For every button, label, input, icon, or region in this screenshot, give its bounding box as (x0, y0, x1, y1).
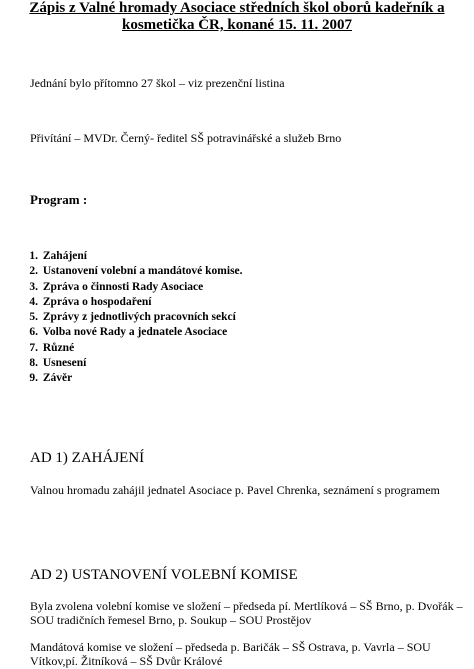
agenda-item-number: 1. (29, 250, 38, 262)
agenda-item (22, 371, 243, 386)
agenda-item (22, 295, 243, 310)
section-2-line-4: Vítkov,pí. Žitníková – SŠ Dvůr Králové (30, 654, 223, 668)
agenda-item-text: Zpráva o hospodaření (42, 295, 152, 308)
section-1-body: Valnou hromadu zahájil jednatel Asociace p. Pavel Chrenka, seznámení s programem (30, 483, 440, 497)
agenda-item-text: Zahájení (42, 250, 87, 262)
agenda-item-number: 2. (29, 265, 38, 278)
agenda-item-number: 7. (29, 341, 38, 354)
section-2-line-1: Byla zvolena volební komise ve složení – předseda pí. Mertlíková – SŠ Brno, p. Dvořák – (30, 599, 463, 613)
program-label: Program : (30, 192, 88, 207)
attendance-text: Jednání bylo přítomno 27 škol – viz prezenční listina (30, 76, 285, 90)
agenda-item (22, 249, 243, 264)
agenda-item-text: Usnesení (42, 357, 87, 370)
agenda-item-number: 6. (29, 326, 38, 339)
agenda-item-number: 9. (29, 372, 38, 385)
agenda-item-number: 8. (29, 357, 38, 370)
agenda-item-text: Různé (42, 341, 75, 354)
document-title-line-2: kosmetička ČR, konané 15. 11. 2007 (121, 17, 353, 33)
section-2-line-2: SOU tradičních řemesel Brno, p. Soukup – SOU Prostějov (30, 613, 312, 627)
agenda-item-text: Volba nové Rady a jednatele Asociace (42, 326, 228, 339)
section-2-heading: AD 2) USTANOVENÍ VOLEBNÍ KOMISE (30, 567, 298, 583)
agenda-item-number: 3. (29, 280, 38, 293)
agenda-item (22, 325, 243, 340)
section-2-line-3: Mandátová komise ve složení – předseda p. Baričák – SŠ Ostrava, p. Vavrla – SOU (30, 640, 431, 654)
section-1-heading: AD 1) ZAHÁJENÍ (30, 450, 145, 466)
agenda-item-text: Zpráva o činnosti Rady Asociace (42, 280, 204, 293)
agenda-item (22, 356, 243, 371)
agenda-item-text: Závěr (42, 372, 73, 385)
agenda-item-number: 5. (29, 311, 38, 324)
agenda-item (22, 310, 243, 325)
agenda-item-text: Zprávy z jednotlivých pracovních sekcí (42, 311, 236, 324)
document-title-line-1: Zápis z Valné hromady Asociace středních škol oborů kadeřník a (29, 0, 445, 16)
agenda-item (22, 341, 243, 356)
agenda-item (22, 264, 243, 279)
agenda-list (22, 249, 243, 387)
welcome-text: Přivítání – MVDr. Černý- ředitel SŠ potravinářské a služeb Brno (30, 131, 342, 145)
agenda-item (22, 280, 243, 295)
agenda-item-text: Ustanovení volební a mandátové komise. (42, 265, 243, 278)
agenda-item-number: 4. (29, 295, 38, 308)
